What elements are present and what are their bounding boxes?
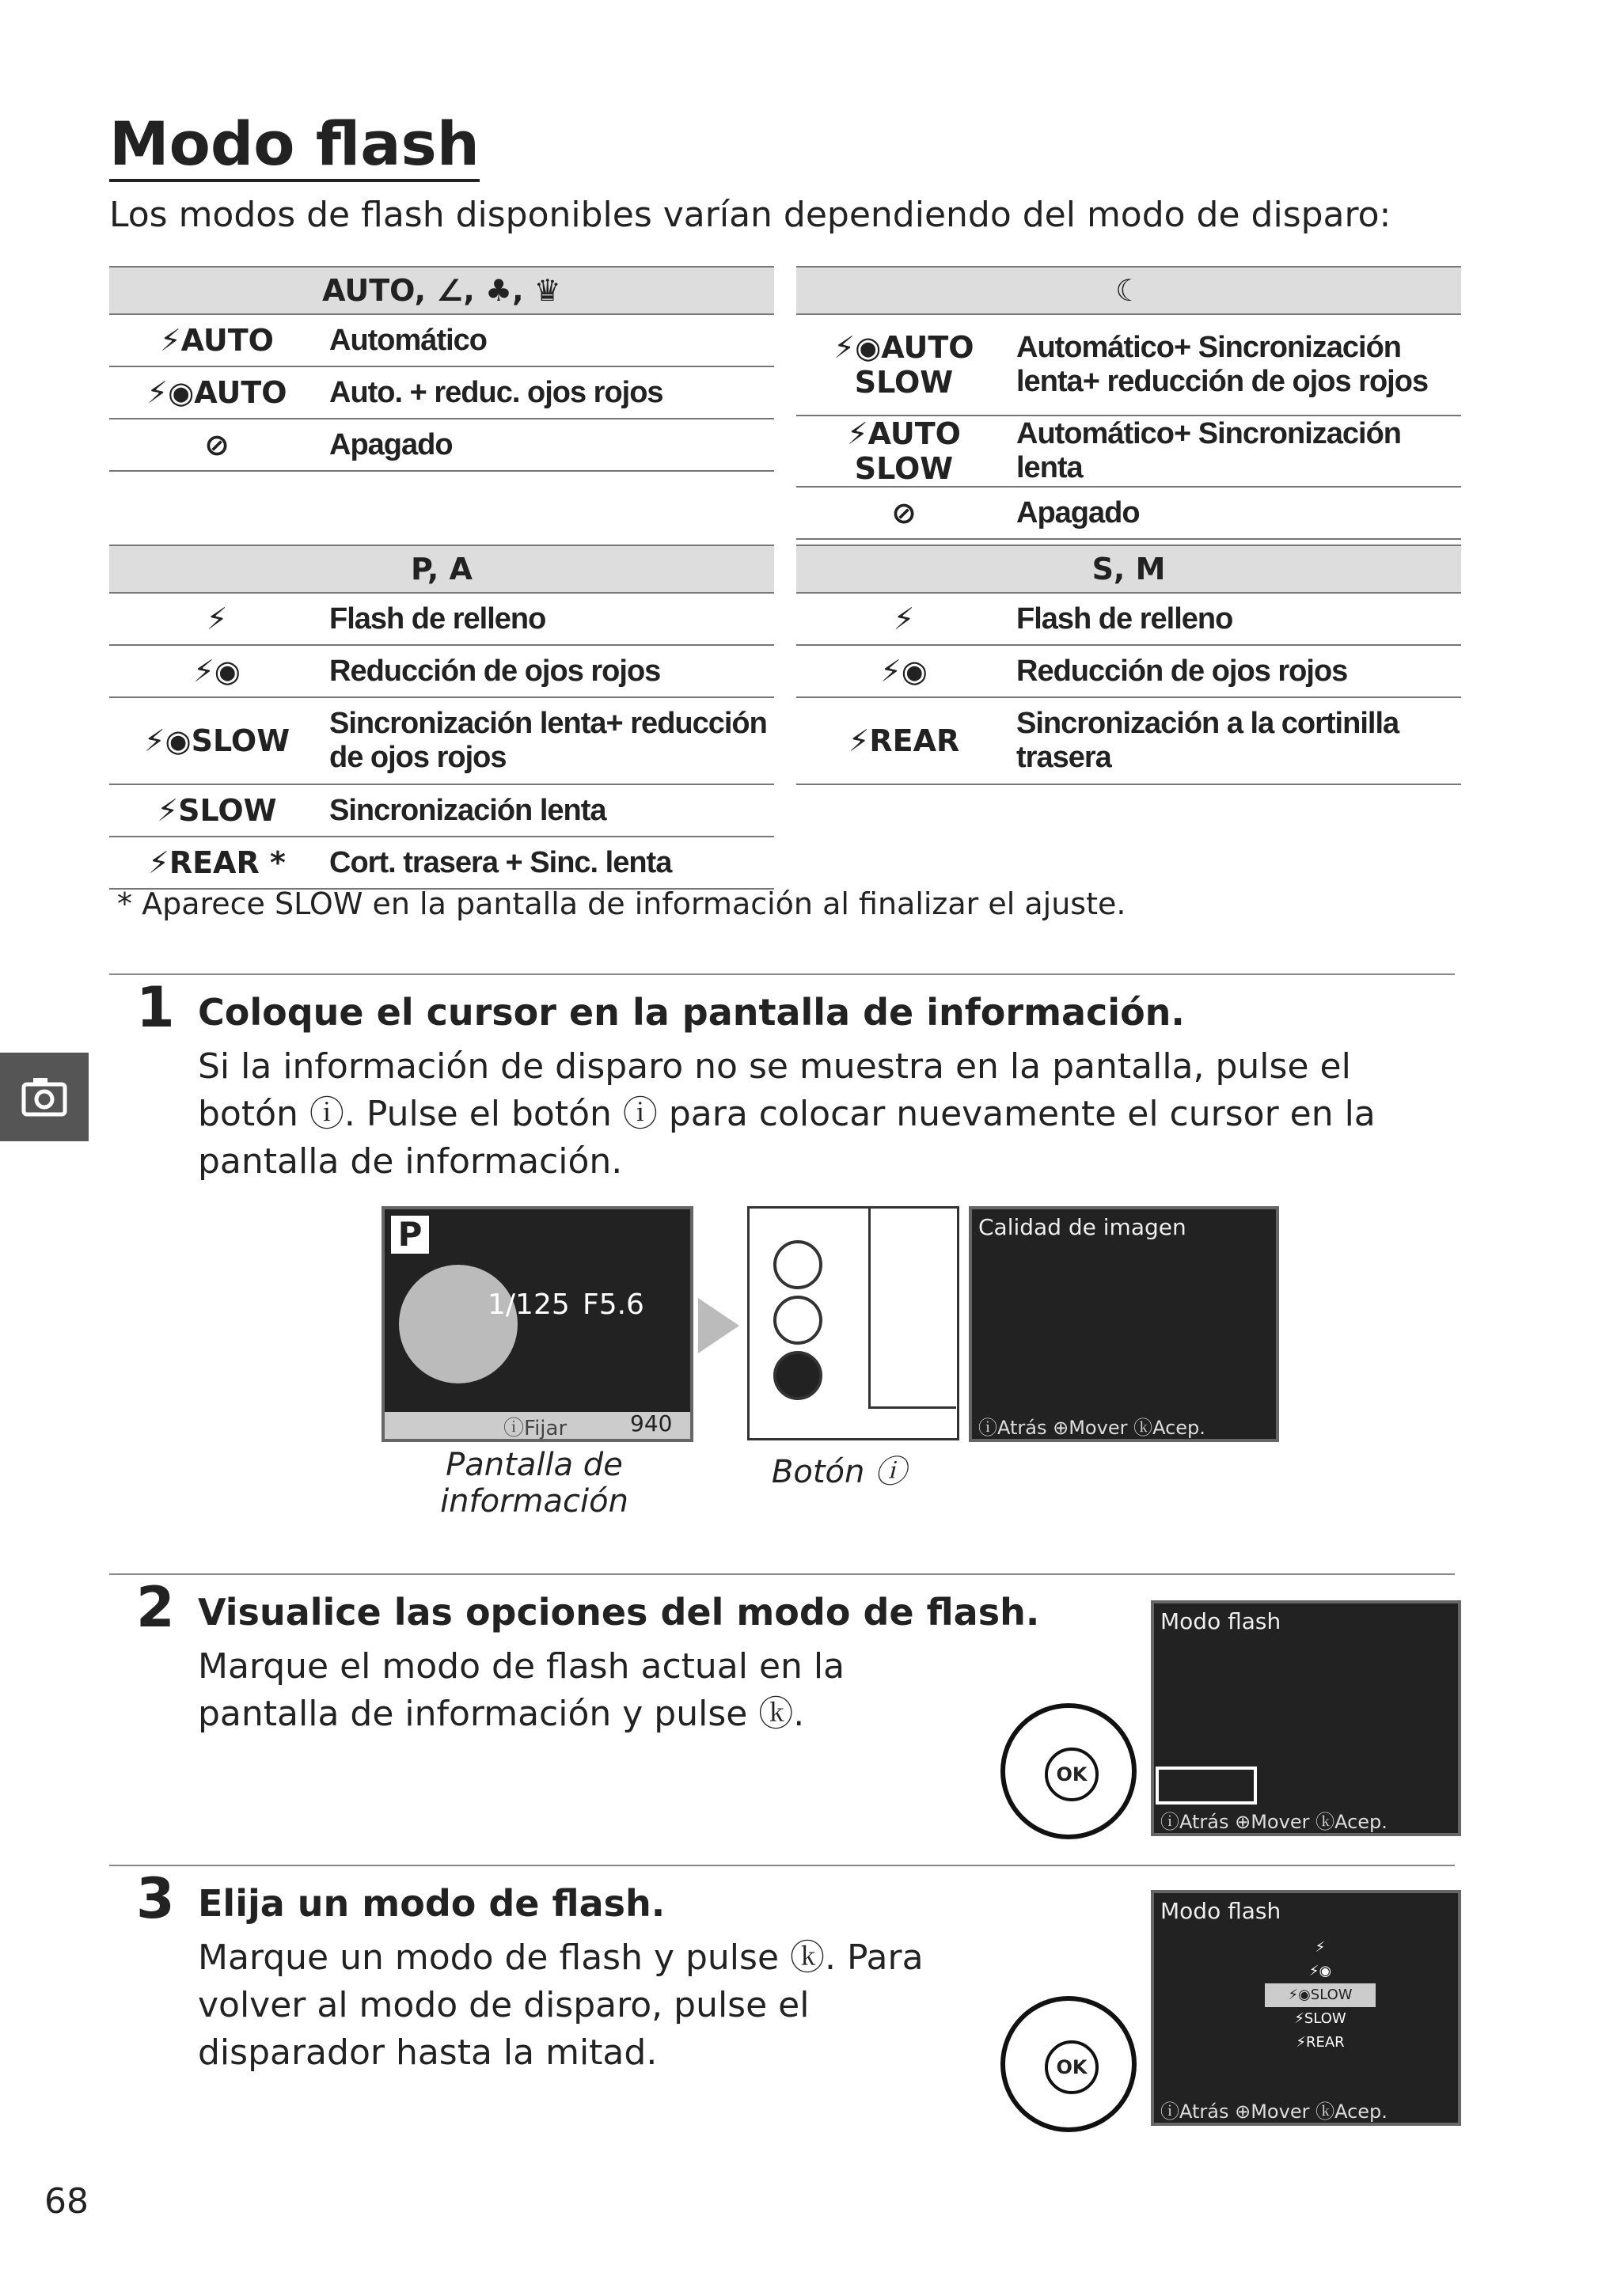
quality-screen-image [969, 1206, 1279, 1442]
zoom-in-icon [773, 1296, 822, 1345]
flash-options-screen-image [1151, 1890, 1461, 2126]
flash-icon: ⚡◉AUTO SLOW [796, 314, 1012, 416]
step-number: 2 [136, 1575, 175, 1640]
caption-info-screen: Pantalla de información [440, 1447, 628, 1520]
flash-table-night [796, 266, 1461, 540]
flash-mode-screen-image [1151, 1600, 1461, 1836]
ok-button-icon: OK [1045, 2040, 1099, 2094]
mode-badge: P [391, 1216, 429, 1254]
flash-desc: Reducción de ojos rojos [1012, 645, 1461, 697]
divider [109, 1865, 1455, 1866]
flash-table-sm [796, 545, 1461, 785]
flash-icon: ⚡ [109, 593, 325, 645]
aperture-value: F5.6 [583, 1288, 644, 1321]
ok-button-icon: OK [1045, 1748, 1099, 1801]
intro-text: Los modos de flash disponibles varían dependiendo del modo de disparo: [109, 195, 1391, 235]
flash-desc: Auto. + reduc. ojos rojos [325, 366, 774, 419]
step-number: 1 [136, 975, 175, 1040]
flash-desc: Automático+ Sincronización lenta [1012, 416, 1461, 487]
screen-nav: ⓘAtrás ⊕Mover ⓚAcep. [1160, 1811, 1388, 1833]
table-header: P, A [109, 545, 774, 593]
divider [109, 973, 1455, 975]
flash-off-icon: ⊘ [796, 487, 1012, 539]
screen-title: Calidad de imagen [978, 1214, 1186, 1240]
flash-desc: Automático [325, 314, 774, 366]
flash-off-icon: ⊘ [109, 419, 325, 471]
step-text: Marque un modo de flash y pulse ⓚ. Para volver al modo de disparo, pulse el disparador hasta la mitad. [198, 1937, 924, 2073]
flash-desc: Sincronización a la cortinilla trasera [1012, 697, 1461, 784]
table-row [796, 416, 1461, 487]
flash-icon: ⚡REAR * [109, 837, 325, 889]
flash-highlight [1156, 1767, 1257, 1805]
flash-desc: Cort. trasera + Sinc. lenta [325, 837, 774, 889]
page-number: 68 [44, 2181, 89, 2222]
table-row [109, 837, 774, 889]
caption-button: Botón ⓘ [771, 1454, 907, 1490]
table-row [109, 784, 774, 837]
flash-option: ⚡SLOW [1294, 2010, 1346, 2027]
flash-icon: ⚡ [796, 593, 1012, 645]
flash-icon: ⚡◉AUTO [109, 366, 325, 419]
step-text: Marque el modo de flash actual en la pantalla de información y pulse ⓚ. [198, 1646, 845, 1734]
hint-text: ⓘFijar [503, 1417, 568, 1440]
screen-title: Modo flash [1160, 1898, 1281, 1924]
flash-icon: ⚡SLOW [109, 784, 325, 837]
flash-option: ⚡REAR [1296, 2034, 1345, 2051]
camera-section-tab [0, 1053, 89, 1141]
divider [109, 1573, 1455, 1575]
table-row [796, 697, 1461, 784]
flash-icon: ⚡◉ [109, 645, 325, 697]
flash-desc: Apagado [325, 419, 774, 471]
table-row [109, 314, 774, 366]
flash-option: ⚡◉SLOW [1265, 1983, 1376, 2007]
flash-icon: ⚡◉ [796, 645, 1012, 697]
page-title: Modo flash [109, 111, 480, 182]
arrow-right-icon [698, 1298, 739, 1353]
flash-options-list [1265, 1936, 1376, 2055]
table-row [109, 366, 774, 419]
info-button-icon [773, 1351, 822, 1400]
step-title: Coloque el cursor en la pantalla de información. [198, 991, 1185, 1034]
table-header: S, M [796, 545, 1461, 593]
lcd-edge [868, 1209, 956, 1409]
camera-buttons-image [747, 1206, 959, 1440]
flash-desc: Apagado [1012, 487, 1461, 539]
flash-table-pa [109, 545, 774, 890]
step-number: 3 [136, 1866, 175, 1931]
flash-desc: Sincronización lenta [325, 784, 774, 837]
zoom-out-icon [773, 1240, 822, 1289]
table-row [109, 697, 774, 784]
table-header: AUTO, ∠, ♣, ♛ [109, 267, 774, 314]
table-row [109, 645, 774, 697]
flash-desc: Flash de relleno [1012, 593, 1461, 645]
screen-nav: ⓘAtrás ⊕Mover ⓚAcep. [978, 1417, 1205, 1439]
step-title: Visualice las opciones del modo de flash. [198, 1591, 1040, 1634]
shot-count: 940 [630, 1410, 673, 1436]
flash-icon: ⚡REAR [796, 697, 1012, 784]
table-row [109, 593, 774, 645]
table-row [796, 314, 1461, 416]
flash-icon: ⚡AUTO [109, 314, 325, 366]
table-row [796, 593, 1461, 645]
camera-icon [0, 1053, 89, 1141]
flash-desc: Reducción de ojos rojos [325, 645, 774, 697]
multi-selector-icon [1000, 1996, 1137, 2132]
multi-selector-icon [1000, 1703, 1137, 1839]
flash-desc: Automático+ Sincronización lenta+ reducción de ojos rojos [1012, 314, 1461, 416]
table-header: ☾ [796, 267, 1461, 314]
screen-title: Modo flash [1160, 1608, 1281, 1634]
step-text: Si la información de disparo no se muestra en la pantalla, pulse el botón ⓘ. Pulse el botón ⓘ para colocar nuevamente el cursor en la pantalla de información. [198, 1046, 1376, 1182]
flash-icon: ⚡AUTO SLOW [796, 416, 1012, 487]
screen-nav: ⓘAtrás ⊕Mover ⓚAcep. [1160, 2101, 1388, 2123]
flash-desc: Flash de relleno [325, 593, 774, 645]
flash-icon: ⚡◉SLOW [109, 697, 325, 784]
footnote: * Aparece SLOW en la pantalla de información al finalizar el ajuste. [117, 886, 1126, 921]
flash-table-auto [109, 266, 774, 472]
flash-desc: Sincronización lenta+ reducción de ojos rojos [325, 697, 774, 784]
flash-option: ⚡◉ [1308, 1963, 1332, 1979]
flash-option: ⚡ [1315, 1939, 1326, 1956]
aperture-dial [399, 1265, 518, 1383]
table-row [796, 645, 1461, 697]
table-row [109, 419, 774, 471]
shutter-value: 1/125 [488, 1288, 570, 1321]
table-row [796, 487, 1461, 539]
info-screen-image [382, 1206, 693, 1442]
step-title: Elija un modo de flash. [198, 1882, 666, 1925]
